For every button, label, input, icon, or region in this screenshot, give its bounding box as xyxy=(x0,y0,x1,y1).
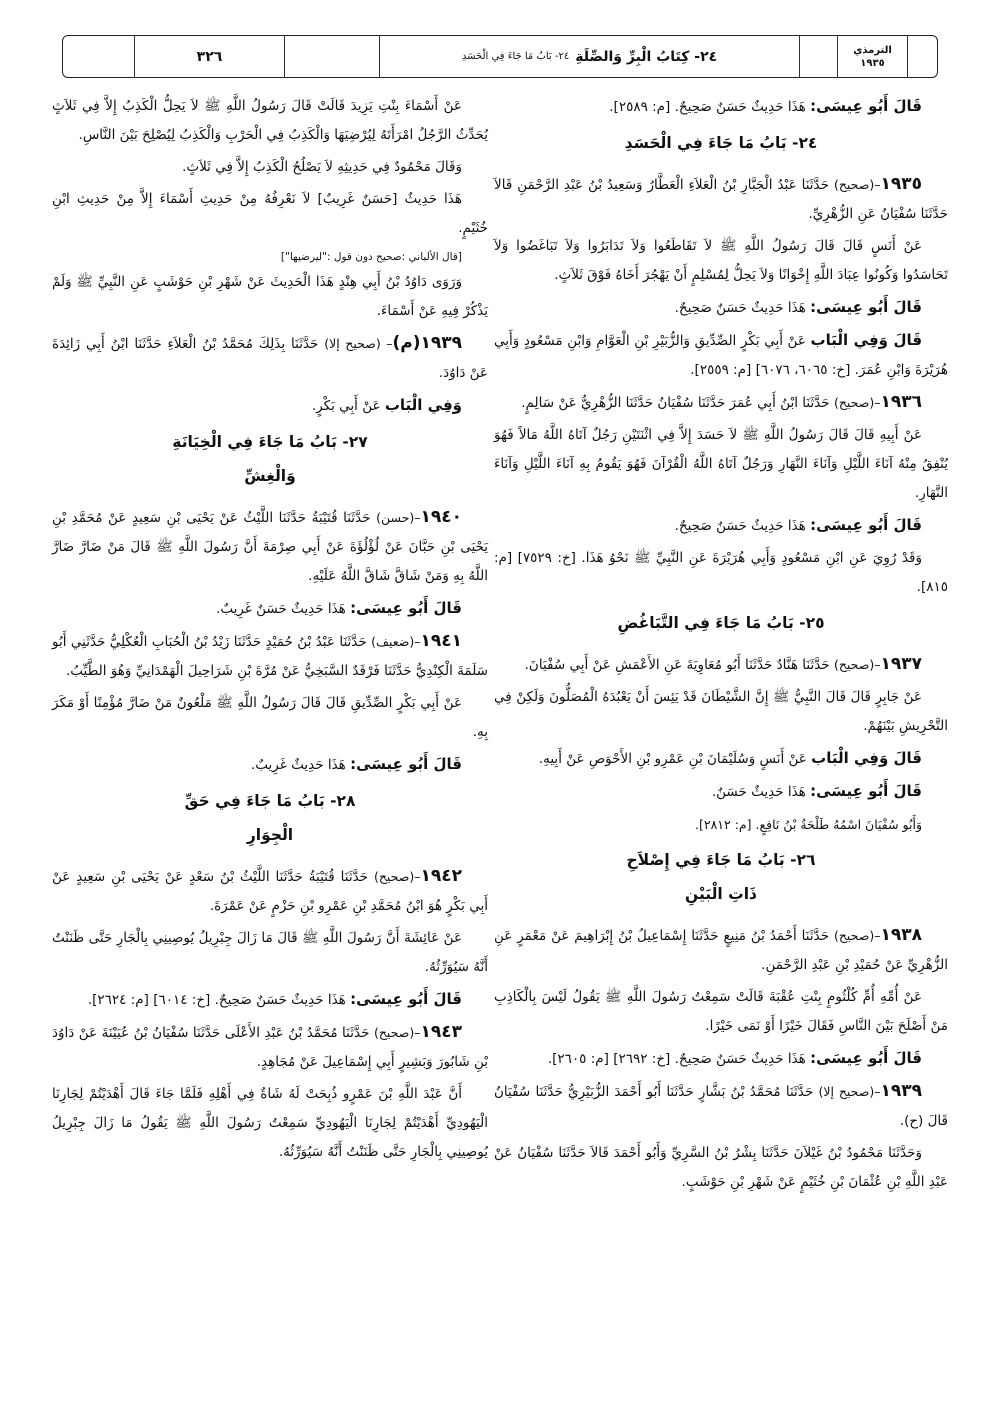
hadith-text: حَدَّثَنَا قُتَيْبَةُ حَدَّثَنَا اللَّيْثُ بْنُ سَعْدٍ عَنْ يَحْيَى بْنِ سَعِيدٍ عَنْ أَبِي بَكْرٍ هُوَ ابْنُ مُحَمَّدِ بْنِ عَمْرِو بْنِ حَزْمٍ عَنْ عَمْرَةَ. xyxy=(52,869,488,914)
heading-line: ذَاتِ الْبَيْنِ xyxy=(685,885,757,903)
commentary-lead: قَالَ أَبُو عِيسَى: xyxy=(350,599,462,617)
hadith-grade: –(صحيح) xyxy=(833,395,881,410)
commentary-text: هَذَا حَدِيثٌ حَسَنٌ صَحِيحٌ. xyxy=(674,518,806,534)
text-paragraph: وَأَبُو سُفْيَانَ اسْمُهُ طَلْحَةُ بْنُ نَافِعٍ. [م: ٢٨١٢]. xyxy=(695,817,922,832)
grading-note: [قال الألباني :صحيح دون قول :"ليرضيها"] xyxy=(280,251,462,263)
hadith-number: ١٩٣٨ xyxy=(880,925,922,945)
heading-line: ٢٥- بَابُ مَا جَاءَ فِي التَّبَاغُضِ xyxy=(617,614,825,632)
hadith-grade: –(صحيح) xyxy=(833,177,881,192)
text-paragraph: وَرَوَى دَاوُدُ بْنُ أَبِي هِنْدٍ هَذَا الْحَدِيثَ عَنْ شَهْرِ بْنِ حَوْشَبٍ عَنِ النَّبِيِّ ﷺ وَلَمْ يَذْكُرْ فِيهِ عَنْ أَسْمَاءَ. xyxy=(52,274,488,319)
page-number: ٣٢٦ xyxy=(134,36,284,77)
text-paragraph: عَنْ أَبِي بَكْرٍ الصِّدِّيقِ قَالَ قَالَ رَسُولُ اللَّهِ ﷺ مَلْعُونٌ مَنْ ضَارَّ مُؤْمِنًا أَوْ مَكَرَ بِهِ. xyxy=(52,695,488,740)
commentary-text: عَنْ أَبِي بَكْرٍ الصِّدِّيقِ وَالزُّبَيْرِ بْنِ الْعَوَّامِ وَابْنِ مَسْعُودٍ وَأَبِي هُرَيْرَةَ وَابْنِ عُمَرَ. [خ: ٦٠٦٥، ٦٠٧٦] [م: ٢٥٥٩]. xyxy=(494,333,948,378)
section-heading xyxy=(494,606,948,640)
commentary-text: هَذَا حَدِيثٌ حَسَنٌ صَحِيحٌ. [خ: ٢٦٩٢] [م: ٢٦٠٥]. xyxy=(547,1051,806,1067)
chapter-title: ٢٤- بَابُ مَا جَاءَ فِي الْحَسَدِ xyxy=(461,51,570,62)
commentary-lead: قَالَ أَبُو عِيسَى: xyxy=(350,755,462,773)
right-column xyxy=(494,92,948,1200)
commentary-paragraph xyxy=(52,594,488,624)
text-paragraph: وَحَدَّثَنَا مَحْمُودُ بْنُ غَيْلاَنَ حَدَّثَنَا بِشْرُ بْنُ السَّرِيِّ وَأَبُو أَحْمَدَ قَالاَ حَدَّثَنَا سُفْيَانُ عَنْ عَبْدِ اللَّهِ بْنِ عُثْمَانَ بْنِ خُثَيْمٍ عَنْ شَهْرِ بْنِ حَوْشَبٍ. xyxy=(494,1145,948,1190)
commentary-paragraph xyxy=(494,326,948,385)
header-title xyxy=(379,36,799,77)
section-heading xyxy=(52,425,488,493)
hadith-text: حَدَّثَنَا مُحَمَّدُ بْنُ بَشَّارٍ حَدَّثَنَا أَبُو أَحْمَدَ الزُّبَيْرِيُّ حَدَّثَنَا سُفْيَانُ قَالَ (ح). xyxy=(494,1084,948,1129)
commentary-lead: قَالَ أَبُو عِيسَى: xyxy=(810,516,922,534)
commentary-paragraph xyxy=(52,391,488,421)
commentary-paragraph xyxy=(494,293,948,323)
heading-line: الْجِوَارِ xyxy=(246,826,294,844)
hadith-text: حَدَّثَنَا عَبْدُ الْجَبَّارِ بْنُ الْعَلاَءِ الْعَطَّارُ وَسَعِيدُ بْنُ عَبْدِ الرَّحْمَنِ قَالاَ حَدَّثَنَا سُفْيَانُ عَنِ الزُّهْرِيِّ. xyxy=(494,177,948,222)
commentary-text: هَذَا حَدِيثٌ حَسَنٌ صَحِيحٌ. [خ: ٦٠١٤] [م: ٢٦٢٤]. xyxy=(87,992,346,1008)
hadith-grade: –(صحيح إلا) xyxy=(818,1084,881,1099)
text-paragraph: وَقَالَ مَحْمُودٌ فِي حَدِيثِهِ لاَ يَصْلُحُ الْكَذِبُ إِلاَّ فِي ثَلاَثٍ. xyxy=(182,159,462,175)
header-cell-empty xyxy=(799,36,837,77)
hadith-number: ١٩٣٩(م) xyxy=(392,333,463,353)
hadith-number: ١٩٣٦ xyxy=(880,392,922,412)
heading-line: ٢٤- بَابُ مَا جَاءَ فِي الْحَسَدِ xyxy=(624,134,818,152)
running-header xyxy=(62,35,938,78)
heading-line: وَالْغِشِّ xyxy=(244,467,296,485)
hadith-number: ١٩٤٣ xyxy=(420,1022,462,1042)
hadith-paragraph xyxy=(52,329,488,388)
commentary-text: عَنْ أَبِي بَكْرٍ. xyxy=(311,398,381,414)
commentary-text: هَذَا حَدِيثٌ حَسَنٌ. xyxy=(711,784,806,800)
hadith-paragraph xyxy=(52,862,488,921)
commentary-paragraph xyxy=(494,511,948,541)
commentary-paragraph xyxy=(494,744,948,774)
book-title: ٢٤- كِتَابُ الْبِرِّ وَالصِّلَةِ xyxy=(575,48,718,65)
text-paragraph: عَنْ أَسْمَاءَ بِنْتِ يَزِيدَ قَالَتْ قَالَ رَسُولُ اللَّهِ ﷺ لاَ يَحِلُّ الْكَذِبُ إِلاَّ فِي ثَلاَثٍ يُحَدِّثُ الرَّجُلُ امْرَأَتَهُ لِيُرْضِيَهَا وَالْكَذِبُ فِي الْحَرْبِ وَالْكَذِبُ لِيُصْلِحَ بَيْنَ النَّاسِ. xyxy=(52,98,488,143)
hadith-paragraph xyxy=(52,503,488,591)
header-cell-edge xyxy=(104,36,134,77)
commentary-lead: قَالَ وَفِي الْبَاب xyxy=(810,331,923,349)
hadith-grade: –(حسن) xyxy=(376,510,421,525)
text-paragraph: عَنْ جَابِرٍ قَالَ قَالَ النَّبِيُّ ﷺ إِنَّ الشَّيْطَانَ قَدْ يَئِسَ أَنْ يَعْبُدَهُ الْمُصَلُّونَ وَلَكِنْ فِي التَّحْرِيشِ بَيْنَهُمْ. xyxy=(494,689,948,734)
commentary-paragraph xyxy=(494,92,948,122)
commentary-lead: قَالَ أَبُو عِيسَى: xyxy=(810,298,922,316)
commentary-lead: وَفِي الْبَاب xyxy=(384,396,462,414)
heading-line: ٢٧- بَابُ مَا جَاءَ فِي الْخِيَانَةِ xyxy=(172,433,368,451)
hadith-number: ١٩٤٢ xyxy=(420,866,462,886)
hadith-number: ١٩٣٧ xyxy=(880,654,922,674)
heading-line: ٢٦- بَابُ مَا جَاءَ فِي إِصْلاَحِ xyxy=(626,851,816,869)
hadith-text: حَدَّثَنَا مُحَمَّدُ بْنُ عَبْدِ الأَعْلَى حَدَّثَنَا سُفْيَانُ بْنُ عُيَيْنَةَ عَنْ دَاوُدَ بْنِ شَابُورَ وَبَشِيرٍ أَبِي إِسْمَاعِيلَ عَنْ مُجَاهِدٍ. xyxy=(52,1025,488,1070)
hadith-grade: –(صحيح) xyxy=(373,1025,421,1040)
commentary-lead: قَالَ أَبُو عِيسَى: xyxy=(810,782,922,800)
text-paragraph: عَنْ أَنَسٍ قَالَ قَالَ رَسُولُ اللَّهِ ﷺ لاَ تَقَاطَعُوا وَلاَ تَدَابَرُوا وَلاَ تَبَاغَضُوا وَلاَ تَحَاسَدُوا وَكُونُوا عِبَادَ اللَّهِ إِخْوَانًا وَلاَ يَحِلُّ لِمُسْلِمٍ أَنْ يَهْجُرَ أَخَاهُ فَوْقَ ثَلاَثٍ. xyxy=(494,238,948,283)
hadith-number: ١٩٤١ xyxy=(420,631,462,651)
commentary-text: عَنْ أَنَسٍ وَسُلَيْمَانَ بْنِ عَمْرِو بْنِ الأَحْوَصِ عَنْ أَبِيهِ. xyxy=(538,751,807,767)
header-cell-edge xyxy=(907,36,937,77)
commentary-lead: قَالَ أَبُو عِيسَى: xyxy=(810,97,922,115)
hadith-paragraph xyxy=(494,170,948,229)
hadith-text: حَدَّثَنَا عَبْدُ بْنُ حُمَيْدٍ حَدَّثَنَا زَيْدُ بْنُ الْحُبَابِ الْعُكْلِيُّ حَدَّثَنِي أَبُو سَلَمَةَ الْكِنْدِيُّ حَدَّثَنَا فَرْقَدٌ السَّبَخِيُّ عَنْ مُرَّةَ بْنِ شَرَاحِيلَ الْهَمْدَانِيِّ وَهُوَ الطَّيِّبُ. xyxy=(52,634,488,679)
text-paragraph: أَنَّ عَبْدَ اللَّهِ بْنَ عَمْرٍو ذُبِحَتْ لَهُ شَاةٌ فِي أَهْلِهِ فَلَمَّا جَاءَ قَالَ أَهْدَيْتُمْ لِجَارِنَا الْيَهُودِيِّ أَهْدَيْتُمْ لِجَارِنَا الْيَهُودِيِّ سَمِعْتُ رَسُولَ اللَّهِ ﷺ يَقُولُ مَا زَالَ جِبْرِيلُ يُوصِينِي بِالْجَارِ حَتَّى ظَنَنْتُ أَنَّهُ سَيُوَرِّثُهُ. xyxy=(52,1086,488,1160)
hadith-text: حَدَّثَنَا أَحْمَدُ بْنُ مَنِيعٍ حَدَّثَنَا إِسْمَاعِيلُ بْنُ إِبْرَاهِيمَ عَنْ مَعْمَرٍ عَنِ الزُّهْرِيِّ عَنْ حُمَيْدِ بْنِ عَبْدِ الرَّحْمَنِ. xyxy=(494,928,948,973)
header-source xyxy=(837,36,907,77)
hadith-grade: –(صحيح) xyxy=(833,657,881,672)
hadith-number: ١٩٣٥ xyxy=(880,174,922,194)
hadith-text: حَدَّثَنَا ابْنُ أَبِي عُمَرَ حَدَّثَنَا سُفْيَانُ حَدَّثَنَا الزُّهْرِيُّ عَنْ سَالِمٍ. xyxy=(521,395,830,411)
hadith-grade: –(صحيح) xyxy=(833,928,881,943)
commentary-text: هَذَا حَدِيثٌ حَسَنٌ صَحِيحٌ. xyxy=(674,300,806,316)
text-paragraph: هَذَا حَدِيثٌ [حَسَنٌ غَرِيبٌ] لاَ نَعْرِفُهُ مِنْ حَدِيثِ أَسْمَاءَ إِلاَّ مِنْ حَدِيثِ ابْنِ خُثَيْمٍ. xyxy=(52,191,488,236)
commentary-paragraph xyxy=(494,777,948,807)
text-paragraph: عَنْ عَائِشَةَ أَنَّ رَسُولَ اللَّهِ ﷺ قَالَ مَا زَالَ جِبْرِيلُ يُوصِينِي بِالْجَارِ حَتَّى ظَنَنْتُ أَنَّهُ سَيُوَرِّثُهُ. xyxy=(52,930,488,975)
text-paragraph: عَنْ أَبِيهِ قَالَ قَالَ رَسُولُ اللَّهِ ﷺ لاَ حَسَدَ إِلاَّ فِي اثْنَتَيْنِ رَجُلٌ آتَاهُ اللَّهُ مَالاً فَهُوَ يُنْفِقُ مِنْهُ آنَاءَ اللَّيْلِ وَآنَاءَ النَّهَارِ وَرَجُلٌ آتَاهُ اللَّهُ الْقُرْآنَ فَهُوَ يَقُومُ بِهِ آنَاءَ اللَّيْلِ وَآنَاءَ النَّهَارِ. xyxy=(494,427,948,501)
header-cell-empty xyxy=(284,36,379,77)
hadith-paragraph xyxy=(494,388,948,418)
heading-line: ٢٨- بَابُ مَا جَاءَ فِي حَقِّ xyxy=(184,792,356,810)
hadith-paragraph xyxy=(52,627,488,686)
source-name: الترمذي xyxy=(853,44,892,56)
hadith-number: ١٩٣٩ xyxy=(880,1081,922,1101)
commentary-paragraph xyxy=(52,985,488,1015)
hadith-grade: –(ضعيف) xyxy=(371,634,421,649)
hadith-number: ١٩٤٠ xyxy=(420,507,463,527)
section-heading xyxy=(494,843,948,911)
hadith-paragraph xyxy=(494,921,948,980)
commentary-text: هَذَا حَدِيثٌ حَسَنٌ غَرِيبٌ. xyxy=(216,601,346,617)
hadith-paragraph xyxy=(494,1077,948,1136)
commentary-text: هَذَا حَدِيثٌ حَسَنٌ صَحِيحٌ. [م: ٢٥٨٩]. xyxy=(609,99,806,115)
commentary-paragraph xyxy=(52,750,488,780)
hadith-paragraph xyxy=(494,650,948,680)
commentary-lead: قَالَ أَبُو عِيسَى: xyxy=(350,990,462,1008)
hadith-text: حَدَّثَنَا قُتَيْبَةُ حَدَّثَنَا اللَّيْثُ عَنْ يَحْيَى بْنِ سَعِيدٍ عَنْ مُحَمَّدِ بْنِ يَحْيَى بْنِ حَبَّانَ عَنْ لُؤْلُؤَةَ عَنْ أَبِي صِرْمَةَ أَنَّ رَسُولَ اللَّهِ ﷺ قَالَ مَنْ ضَارَّ ضَارَّ اللَّهُ بِهِ وَمَنْ شَاقَّ شَاقَّ اللَّهُ عَلَيْهِ. xyxy=(52,510,488,584)
left-column xyxy=(52,92,488,1170)
hadith-text: حَدَّثَنَا بِذَلِكَ مُحَمَّدُ بْنُ الْعَلاَءِ حَدَّثَنَا ابْنُ أَبِي زَائِدَةَ عَنْ دَاوُدَ. xyxy=(52,336,488,381)
hadith-text: حَدَّثَنَا هَنَّادٌ حَدَّثَنَا أَبُو مُعَاوِيَةَ عَنِ الأَعْمَشِ عَنْ أَبِي سُفْيَانَ. xyxy=(524,657,830,673)
section-heading xyxy=(52,784,488,852)
hadith-paragraph xyxy=(52,1018,488,1077)
commentary-paragraph xyxy=(494,1044,948,1074)
section-heading xyxy=(494,126,948,160)
source-number: ١٩٣٥ xyxy=(860,57,885,69)
hadith-grade: –(صحيح) xyxy=(373,869,421,884)
text-paragraph: عَنْ أُمِّهِ أُمِّ كُلْثُومٍ بِنْتِ عُقْبَةَ قَالَتْ سَمِعْتُ رَسُولَ اللَّهِ ﷺ يَقُولُ لَيْسَ بِالْكَاذِبِ مَنْ أَصْلَحَ بَيْنَ النَّاسِ فَقَالَ خَيْرًا أَوْ نَمَى خَيْرًا. xyxy=(494,989,948,1034)
commentary-lead: قَالَ وَفِي الْبَاب xyxy=(811,749,922,767)
text-paragraph: وَقَدْ رُوِيَ عَنِ ابْنِ مَسْعُودٍ وَأَبِي هُرَيْرَةَ عَنِ النَّبِيِّ ﷺ نَحْوُ هَذَا. [خ: ٧٥٢٩] [م: ٨١٥]. xyxy=(494,550,948,595)
hadith-grade: – (صحيح إلا) xyxy=(324,336,393,351)
commentary-lead: قَالَ أَبُو عِيسَى: xyxy=(810,1049,922,1067)
commentary-text: هَذَا حَدِيثٌ غَرِيبٌ. xyxy=(251,757,346,773)
